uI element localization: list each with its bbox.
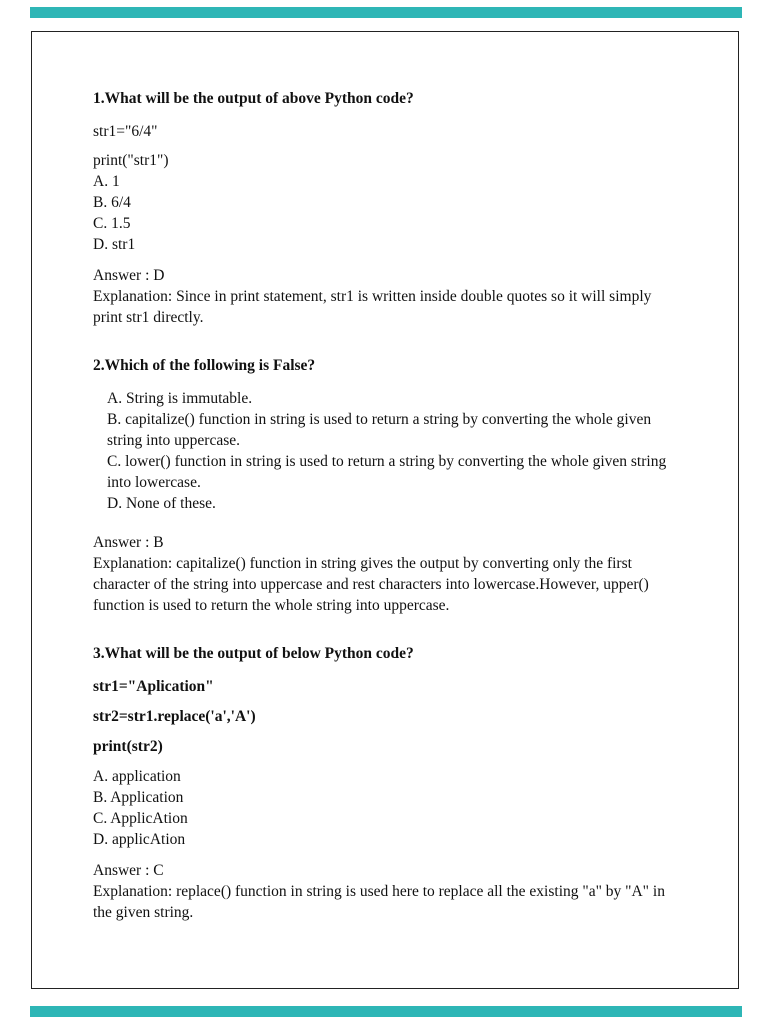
bottom-accent-bar <box>30 1006 742 1017</box>
option-a: A. 1 <box>93 173 120 190</box>
answer-line: Answer : B <box>93 534 164 551</box>
option-d: D. str1 <box>93 236 136 253</box>
code-line: print("str1") <box>93 152 169 169</box>
question-2-options <box>93 388 677 514</box>
question-2-heading: 2.Which of the following is False? <box>93 357 316 374</box>
code-line: str2=str1.replace('a','A') <box>93 708 256 725</box>
question-3-options <box>93 766 677 850</box>
option-c: C. 1.5 <box>93 215 131 232</box>
question-2-answer-block <box>93 532 677 616</box>
code-line: str1="6/4" <box>93 123 158 140</box>
code-line: str1="Aplication" <box>93 678 214 695</box>
question-3-heading: 3.What will be the output of below Python code? <box>93 645 414 662</box>
option-d: D. None of these. <box>107 495 216 512</box>
top-accent-bar <box>30 7 742 18</box>
option-b: B. Application <box>93 789 184 806</box>
option-b: B. 6/4 <box>93 194 131 211</box>
explanation-text: Explanation: capitalize() function in string gives the output by converting only the first character of the string into uppercase and rest characters into lowercase.However, upper() function is used to return the whole string into uppercase. <box>93 555 649 614</box>
answer-line: Answer : D <box>93 267 165 284</box>
option-b: B. capitalize() function in string is used to return a string by converting the whole given string into uppercase. <box>107 411 652 449</box>
question-2 <box>93 355 677 616</box>
explanation-text: Explanation: replace() function in string is used here to replace all the existing "a" by "A" in the given string. <box>93 883 665 921</box>
question-3 <box>93 643 677 923</box>
question-3-answer-block <box>93 860 677 923</box>
code-line: print(str2) <box>93 738 163 755</box>
answer-line: Answer : C <box>93 862 164 879</box>
explanation-text: Explanation: Since in print statement, str1 is written inside double quotes so it will simply print str1 directly. <box>93 288 652 326</box>
option-a: A. application <box>93 768 181 785</box>
option-d: D. applicAtion <box>93 831 186 848</box>
question-1-heading: 1.What will be the output of above Python code? <box>93 90 414 107</box>
option-c: C. ApplicAtion <box>93 810 188 827</box>
question-1-options <box>93 171 677 255</box>
document-page <box>31 31 739 989</box>
option-c: C. lower() function in string is used to return a string by converting the whole given string into lowercase. <box>107 453 667 491</box>
page-content <box>32 32 738 923</box>
option-a: A. String is immutable. <box>107 390 253 407</box>
question-1 <box>93 88 677 328</box>
question-1-answer-block <box>93 265 677 328</box>
